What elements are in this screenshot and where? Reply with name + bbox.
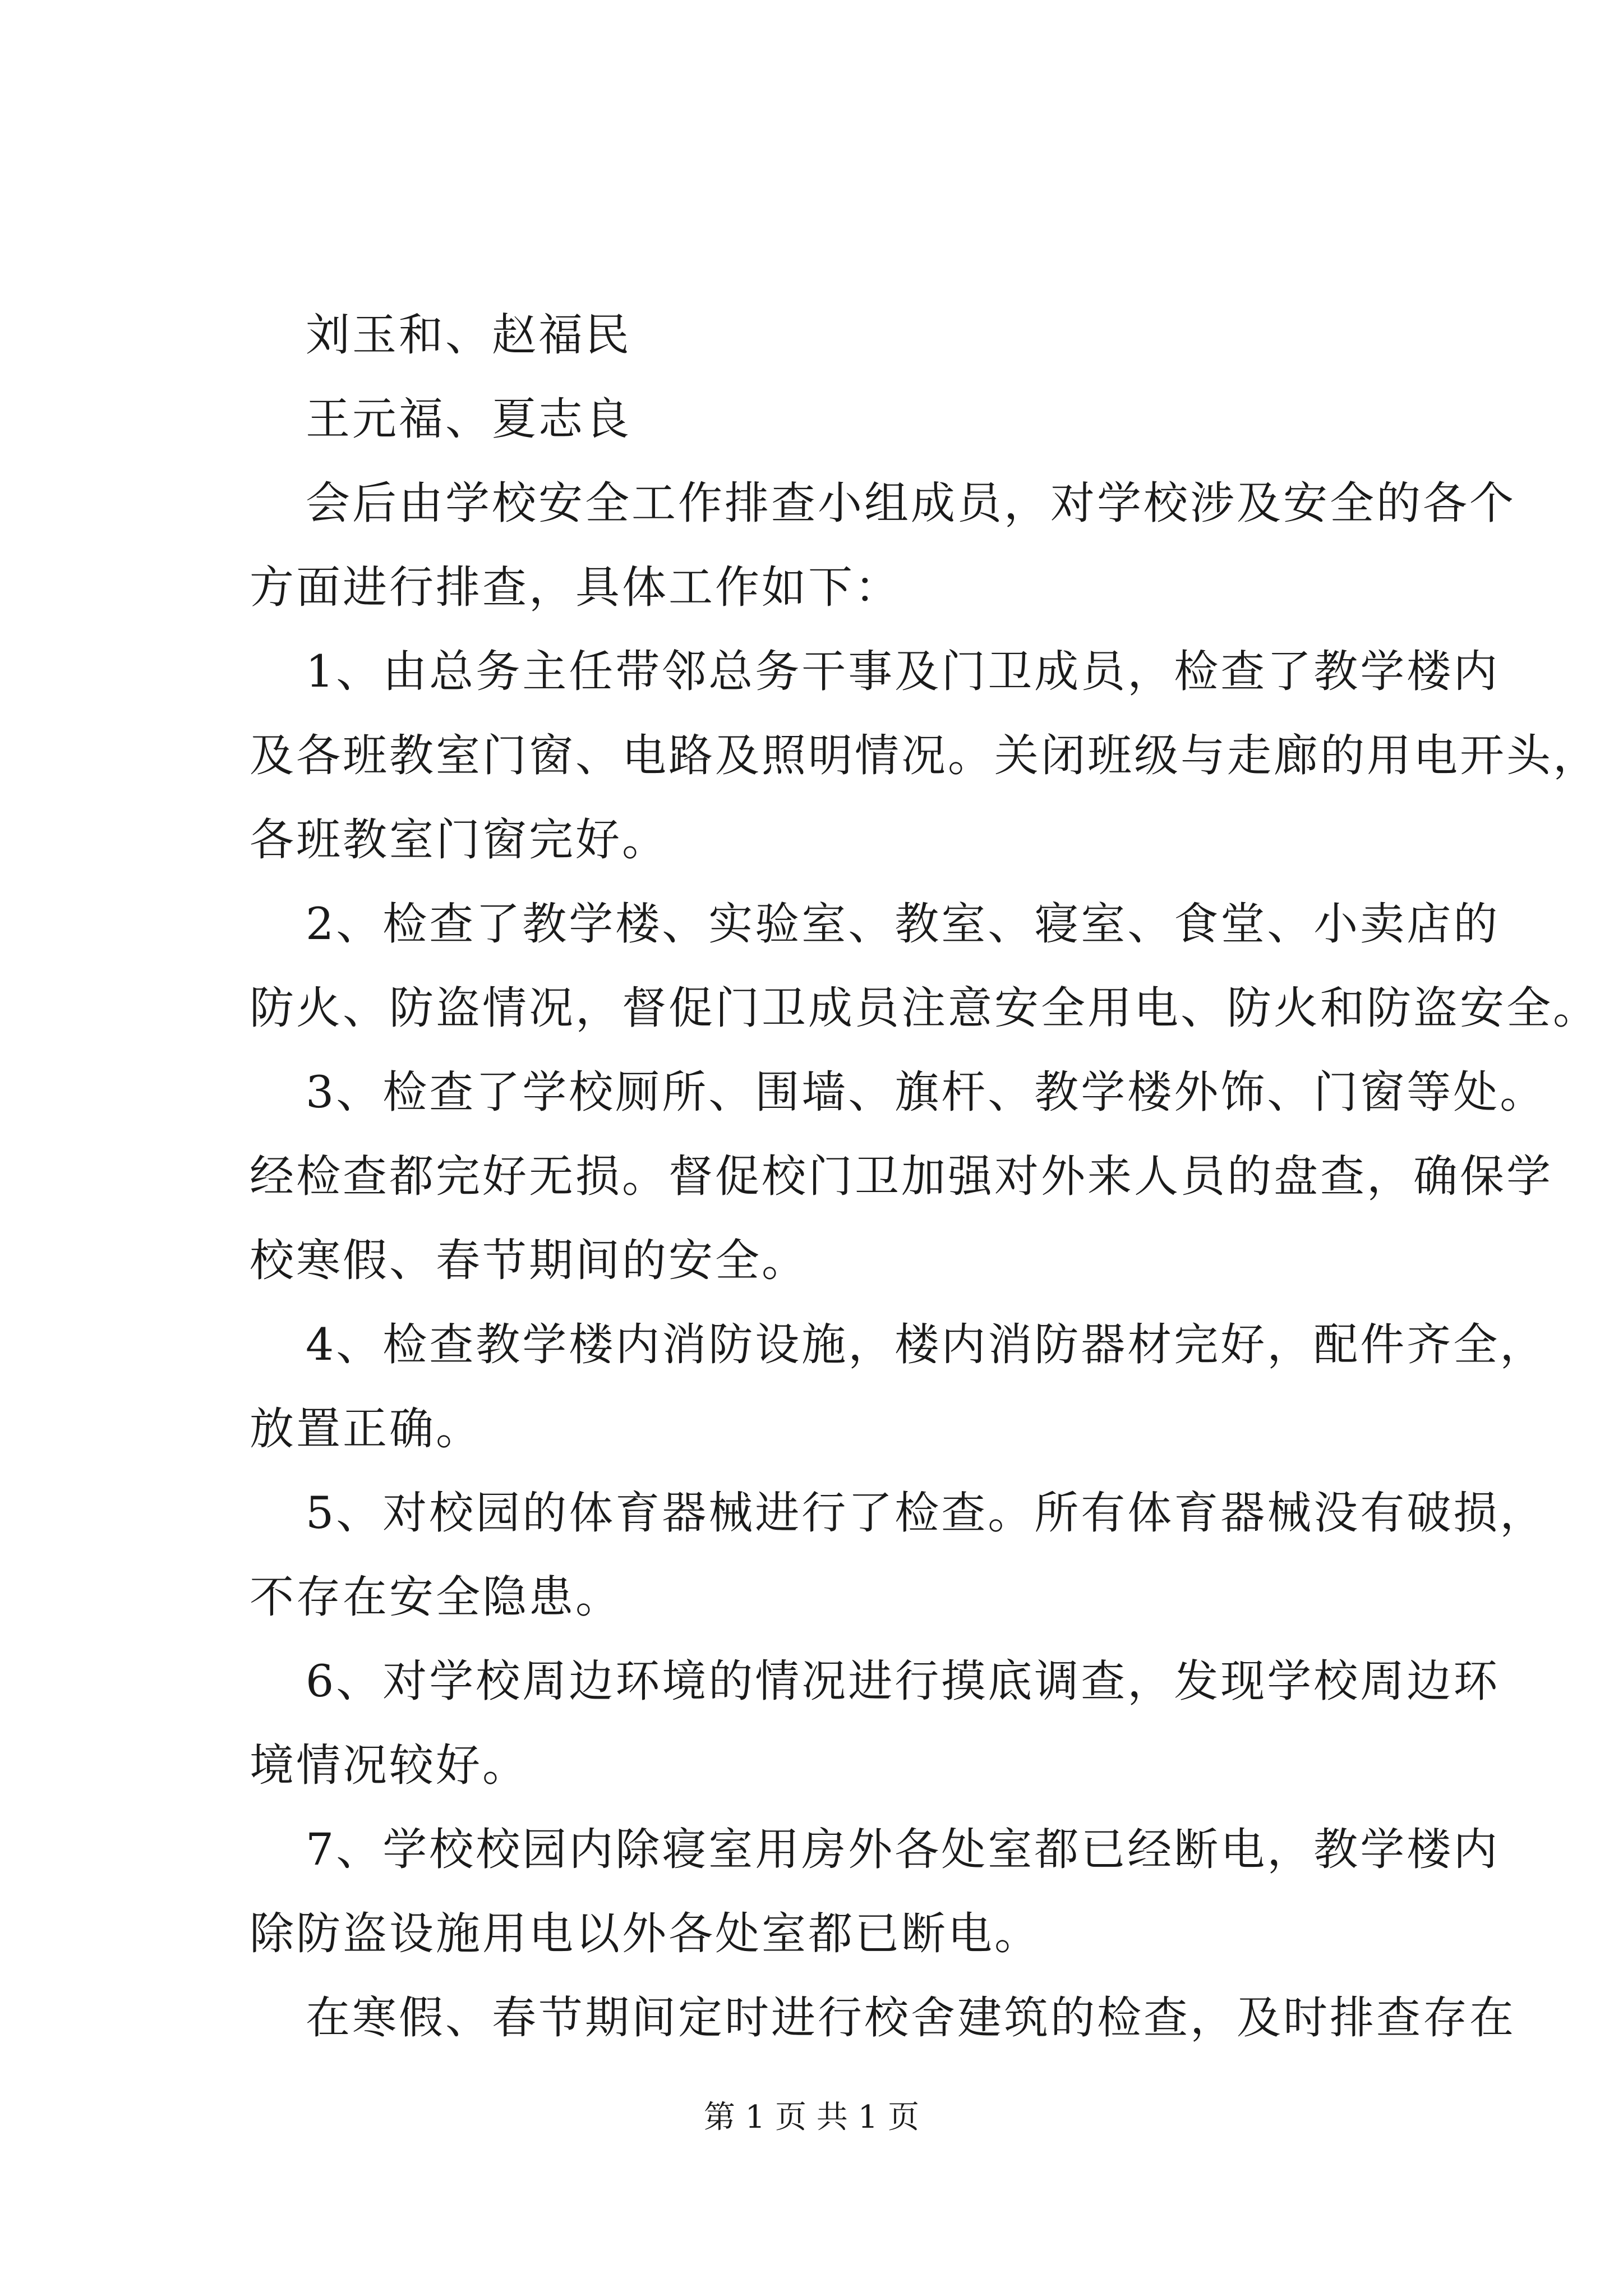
text-line: 不存在安全隐患。	[250, 1571, 622, 1623]
text-line: 7、学校校园内除寝室用房外各处室都已经断电，教学楼内	[306, 1824, 1500, 1875]
text-line: 境情况较好。	[250, 1740, 529, 1791]
text-line: 2、检查了教学楼、实验室、教室、寝室、食堂、小卖店的	[306, 898, 1500, 950]
text-line: 1、由总务主任带邻总务干事及门卫成员，检查了教学楼内	[306, 646, 1500, 697]
text-line: 3、检查了学校厕所、围墙、旗杆、教学楼外饰、门窗等处。	[306, 1066, 1547, 1118]
text-line: 及各班教室门窗、电路及照明情况。关闭班级与走廊的用电开头，	[250, 730, 1599, 781]
text-line: 各班教室门窗完好。	[250, 814, 668, 866]
document-body	[250, 293, 1599, 2060]
text-line: 会后由学校安全工作排查小组成员，对学校涉及安全的各个	[306, 477, 1516, 529]
text-line: 6、对学校周边环境的情况进行摸底调查，发现学校周边环	[306, 1655, 1500, 1707]
text-line: 除防盗设施用电以外各处室都已断电。	[250, 1908, 1041, 1959]
text-line: 防火、防盗情况，督促门卫成员注意安全用电、防火和防盗安全。	[250, 982, 1599, 1034]
text-line: 经检查都完好无损。督促校门卫加强对外来人员的盘查，确保学	[250, 1151, 1553, 1202]
text-line: 方面进行排查，具体工作如下：	[250, 562, 901, 613]
text-line: 校寒假、春节期间的安全。	[250, 1235, 808, 1286]
text-line: 放置正确。	[250, 1403, 482, 1455]
text-line: 4、检查教学楼内消防设施，楼内消防器材完好，配件齐全，	[306, 1319, 1547, 1370]
text-line: 5、对校园的体育器械进行了检查。所有体育器械没有破损，	[306, 1487, 1547, 1539]
page-number-footer: 第 1 页 共 1 页	[703, 2099, 920, 2136]
text-line: 在寒假、春节期间定时进行校舍建筑的检查，及时排查存在	[306, 1992, 1516, 2044]
text-line: 王元福、夏志良	[306, 393, 631, 445]
text-line: 刘玉和、赵福民	[306, 309, 631, 361]
